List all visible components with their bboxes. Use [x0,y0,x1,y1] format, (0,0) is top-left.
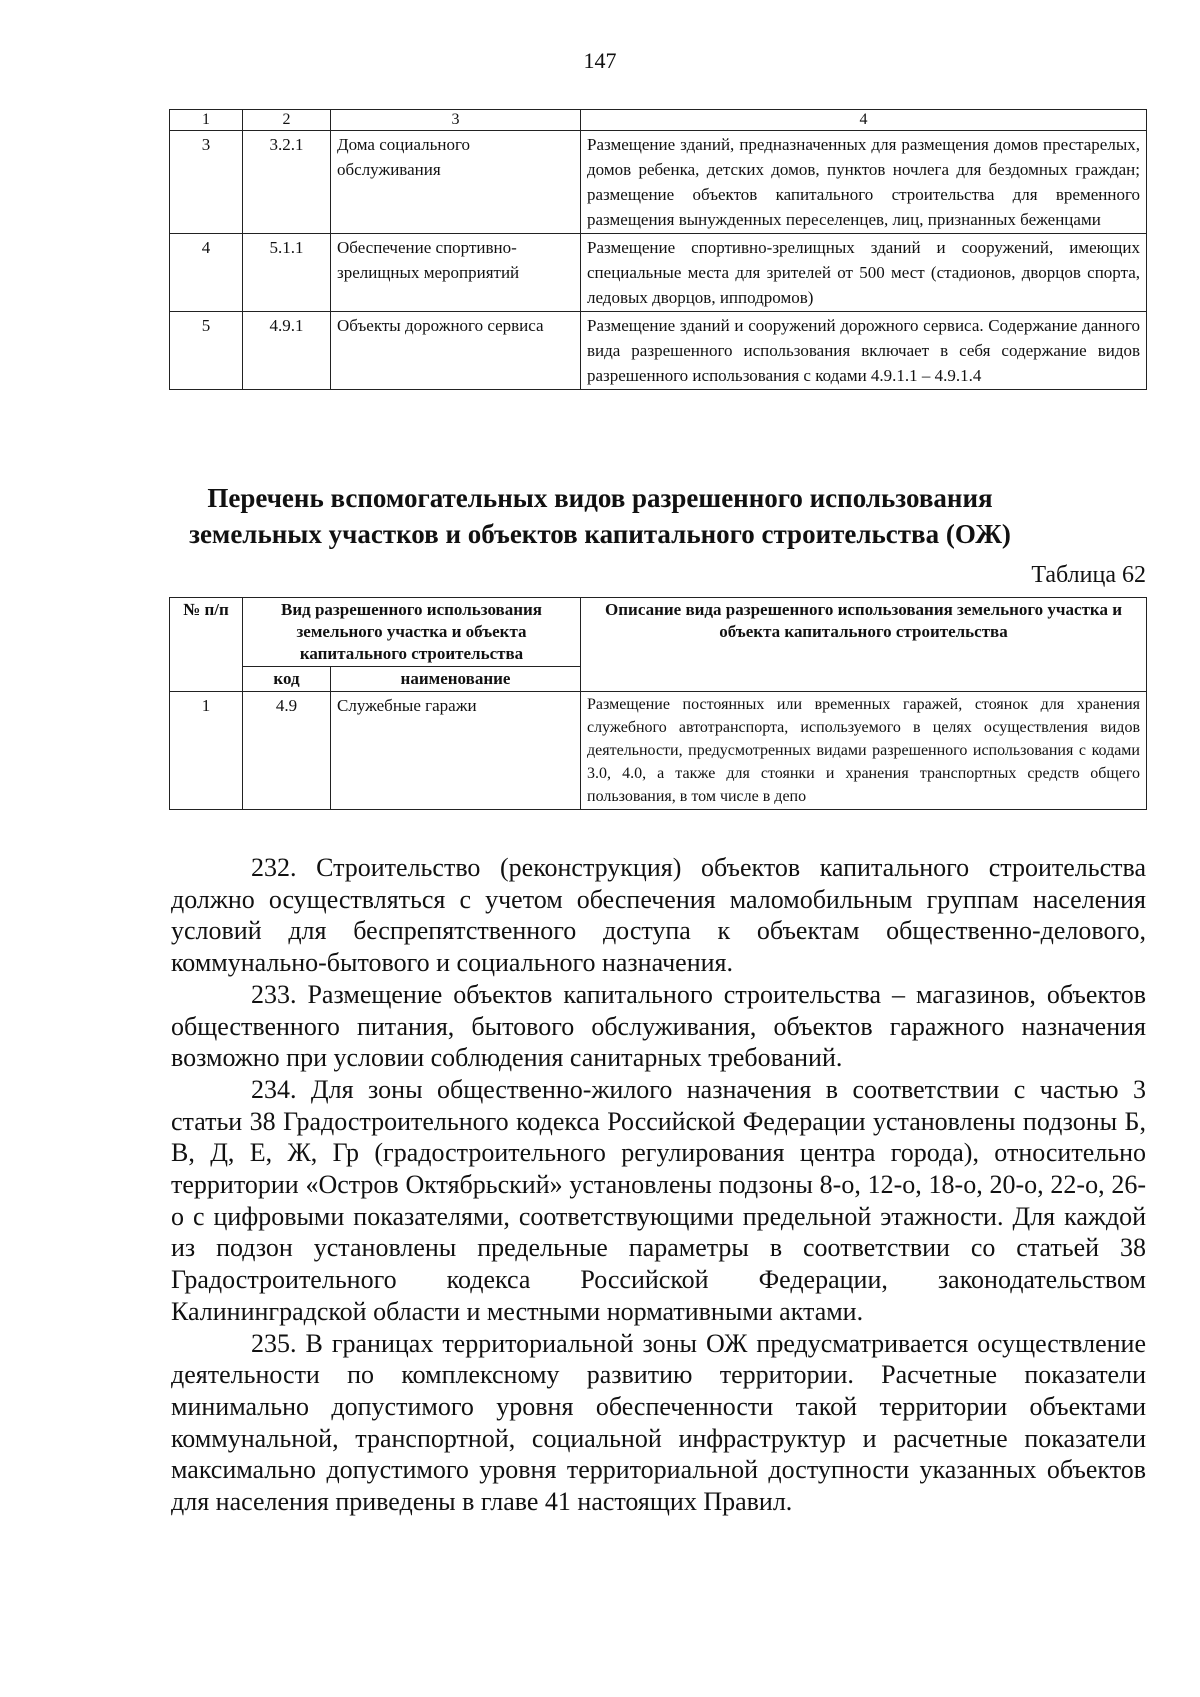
paragraph-233: 233. Размещение объектов капитального строительства – магазинов, объектов общественного питания, бытового обслуживания, объектов гаражного назначения возможно при условии соблюдения санитарных требований. [171,979,1146,1073]
header-use-kind: Вид разрешенного использования земельного участка и объекта капитального строительства [243,598,581,667]
use-name: Служебные гаражи [331,692,581,810]
column-number-1: 1 [170,110,243,131]
header-number: № п/п [170,598,243,692]
use-description: Размещение зданий и сооружений дорожного сервиса. Содержание данного вида разрешенного использования включает в себя содержание видов разрешенного использования с кодами 4.9.1.1 – 4.9.1.4 [581,312,1147,390]
land-use-table-continued [169,109,1147,390]
use-name: Объекты дорожного сервиса [331,312,581,390]
header-code: код [243,667,331,692]
use-code: 4.9 [243,692,331,810]
use-code: 3.2.1 [243,131,331,234]
column-number-4: 4 [581,110,1147,131]
table-header-row [170,110,1147,131]
use-description: Размещение постоянных или временных гаражей, стоянок для хранения служебного автотранспорта, используемого в целях осуществления видов деятельности, предусмотренных видами разрешенного использования с кодами 3.0, 4.0, а также для стоянки и хранения транспортных средств общего пользования, в том числе в депо [581,692,1147,810]
header-name: наименование [331,667,581,692]
table-row [170,234,1147,312]
table-row [170,131,1147,234]
table-row [170,692,1147,810]
section-title-line-1: Перечень вспомогательных видов разрешенного использования [207,483,993,513]
page-number: 147 [583,48,617,73]
row-number: 1 [170,692,243,810]
paragraph-234: 234. Для зоны общественно-жилого назначения в соответствии с частью 3 статьи 38 Градостроительного кодекса Российской Федерации установлены подзоны Б, В, Д, Е, Ж, Гр (градостроительного регулирования центра города), относительно территории «Остров Октябрьский» установлены подзоны 8-о, 12-о, 18-о, 20-о, 22-о, 26-о с цифровыми показателями, соответствующими предельной этажности. Для каждой из подзон установлены предельные параметры в соответствии со статьей 38 Градостроительного кодекса Российской Федерации, законодательством Калининградской области и местными нормативными актами. [171,1074,1146,1326]
auxiliary-uses-table [169,597,1147,810]
use-description: Размещение спортивно-зрелищных зданий и сооружений, имеющих специальные места для зрителей от 500 мест (стадионов, дворцов спорта, ледовых дворцов, ипподромов) [581,234,1147,312]
table-caption: Таблица 62 [1031,562,1146,588]
row-number: 5 [170,312,243,390]
use-name: Дома социального обслуживания [331,131,581,234]
use-code: 4.9.1 [243,312,331,390]
header-description: Описание вида разрешенного использования земельного участка и объекта капитального строительства [581,598,1147,692]
paragraph-235: 235. В границах территориальной зоны ОЖ предусматривается осуществление деятельности по комплексному развитию территории. Расчетные показатели минимально допустимого уровня обеспеченности такой территории объектами коммунальной, транспортной, социальной инфраструктур и расчетные показатели максимально допустимого уровня территориальной доступности указанных объектов для населения приведены в главе 41 настоящих Правил. [171,1328,1146,1517]
use-description: Размещение зданий, предназначенных для размещения домов престарелых, домов ребенка, детских домов, пунктов ночлега для бездомных граждан; размещение объектов капитального строительства для временного размещения вынужденных переселенцев, лиц, признанных беженцами [581,131,1147,234]
body-text [171,852,1146,1518]
table-header-row [170,598,1147,667]
use-name: Обеспечение спортивно-зрелищных мероприятий [331,234,581,312]
use-code: 5.1.1 [243,234,331,312]
section-title-line-2: земельных участков и объектов капитального строительства (ОЖ) [189,519,1011,549]
column-number-2: 2 [243,110,331,131]
column-number-3: 3 [331,110,581,131]
paragraph-232: 232. Строительство (реконструкция) объектов капитального строительства должно осуществляться с учетом обеспечения маломобильным группам населения условий для беспрепятственного доступа к объектам общественно-делового, коммунально-бытового и социального назначения. [171,853,1146,978]
row-number: 3 [170,131,243,234]
row-number: 4 [170,234,243,312]
table-row [170,312,1147,390]
section-title [0,480,1200,552]
